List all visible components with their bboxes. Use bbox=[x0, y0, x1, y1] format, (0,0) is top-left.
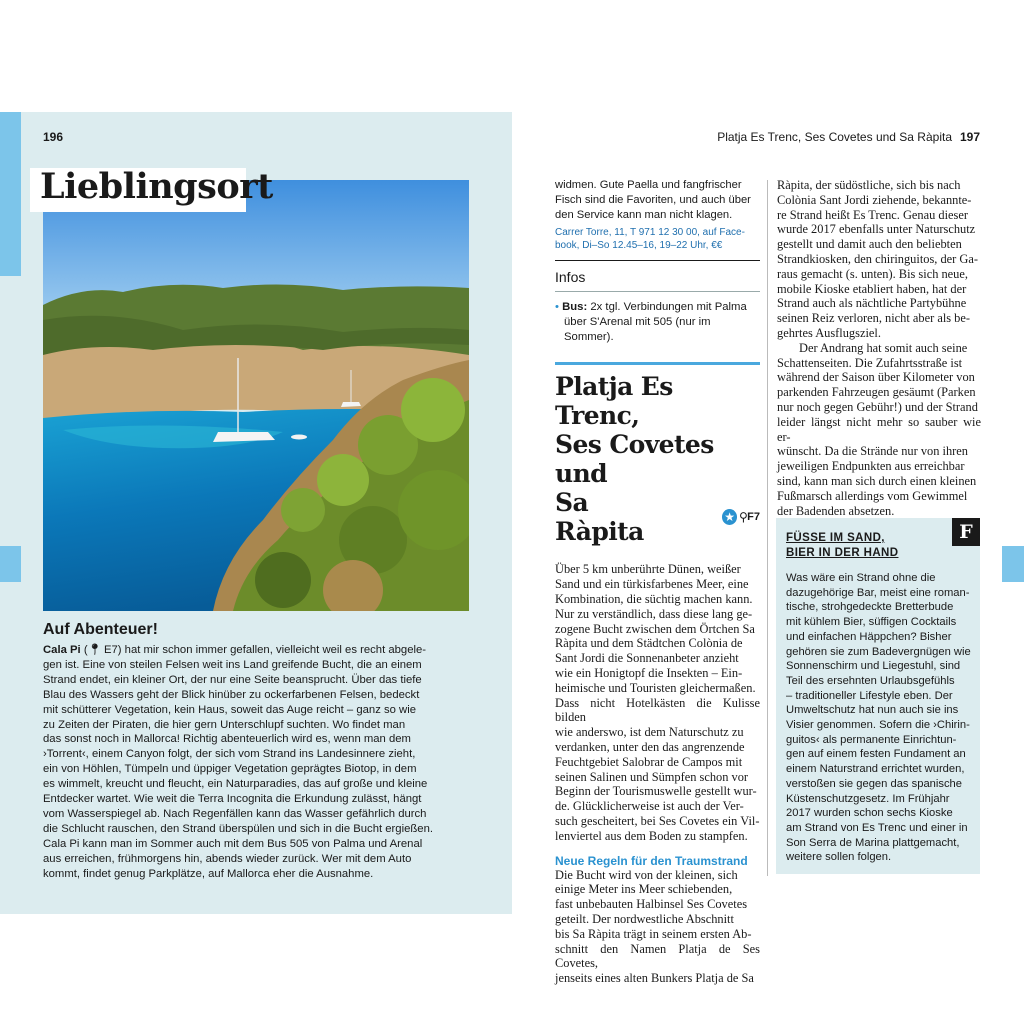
page-title: Lieblingsort bbox=[40, 166, 273, 207]
text-line: leider längst nicht mehr so sauber wie er- bbox=[777, 414, 981, 444]
text-line: wünscht. Da die Strände nur von ihren bbox=[777, 444, 968, 459]
section-title-line: Platja Es Trenc, bbox=[555, 372, 673, 431]
text-line: seinen Salinen und Sümpfen schon vor bbox=[555, 769, 749, 784]
text-line: gehrtes Ausflugsziel. bbox=[777, 325, 881, 340]
text-line: Küstenschutzgesetz. Im Frühjahr bbox=[786, 792, 950, 805]
body-line: ›Torrent‹, einem Canyon folgt, der sich vom Strand ins Landesinnere zieht, bbox=[43, 748, 416, 761]
column-divider bbox=[767, 180, 768, 876]
text-line: Über 5 km unberührte Dünen, weißer bbox=[555, 562, 741, 577]
text-line: parkenden Fahrzeugen gesäumt (Parken bbox=[777, 385, 976, 400]
body-line: hat mir schon immer gefallen, vielleicht weil es recht abgele- bbox=[124, 644, 427, 656]
text-line: dazugehörige Bar, meist eine roman- bbox=[786, 586, 970, 599]
text-line: de. Glücklicherweise ist auch der Ver- bbox=[555, 799, 744, 814]
text-line: Die Bucht wird von der kleinen, sich bbox=[555, 867, 738, 882]
body-line: zu Zeiten der Piraten, die hier gern Unterschlupf suchten. Wo findet man bbox=[43, 718, 406, 731]
text-line: Ràpita, der südöstliche, sich bis nach bbox=[777, 178, 961, 192]
text-line: Nur zu verständlich, dass diese lang ge- bbox=[555, 606, 753, 621]
photo-cala-pi bbox=[43, 180, 469, 611]
text-line: mobile Kioske etabliert haben, hat der bbox=[777, 281, 967, 296]
body-line: ein von Höhlen, Tümpeln und üppiger Vegetation geprägtes Biotop, in dem bbox=[43, 763, 417, 776]
text-line: Ràpita und dem Städtchen Colònia de bbox=[555, 636, 743, 651]
text-line: Der Andrang hat somit auch seine bbox=[799, 340, 968, 355]
text-line: zogene Bucht zwischen dem Örtchen Sa bbox=[555, 621, 755, 636]
section-title-line-last bbox=[555, 488, 760, 546]
col1-body-2 bbox=[555, 868, 760, 986]
left-body bbox=[43, 643, 463, 882]
text-line: den Service kann man nicht klagen. bbox=[555, 208, 733, 221]
body-line: vom Wasserspiegel ab. Nach Regenfällen kann das Wasser gefährlich durch bbox=[43, 807, 427, 820]
lead-grid: E7 bbox=[103, 644, 118, 656]
box-title-line: BIER IN DER HAND bbox=[786, 547, 899, 559]
map-pin-icon: ⚲ bbox=[738, 509, 748, 524]
text-line: Fisch sind die Favoriten, und auch über bbox=[555, 193, 751, 206]
text-line: re Strand heißt Es Trenc. Genau dieser bbox=[777, 207, 968, 222]
star-icon: ★ bbox=[722, 509, 737, 525]
text-line: jeweiligen Endpunkten aus erreichbar bbox=[777, 459, 965, 474]
text-line: Teil des ersehnten Urlaubsgefühls bbox=[786, 674, 955, 687]
page-number-left: 196 bbox=[43, 130, 64, 144]
text-line: mit kühlem Bier, süffigen Cocktails bbox=[786, 616, 957, 629]
box-text bbox=[786, 571, 974, 865]
body-line: kommt, findet genug Parkplätze, auf Mallorca eher die Ausnahme. bbox=[43, 867, 374, 880]
text-line: und einfachen Häppchen? Bisher bbox=[786, 630, 952, 643]
text-line: Strandkiosken, den chiringuitos, der Ga- bbox=[777, 251, 978, 266]
body-line: Blau des Wassers geht der Blick hinüber zu ockerfarbenen Felsen, bedeckt bbox=[43, 688, 420, 701]
text-line: wie ein Honigtopf die Insekten – Ein- bbox=[555, 666, 743, 681]
col1-top-text bbox=[555, 178, 760, 223]
text-line: Son Serra de Marina plattgemacht, bbox=[786, 836, 960, 849]
text-line: gehören sie zum Badevergnügen wie bbox=[786, 645, 971, 658]
lead-place: Cala Pi bbox=[43, 644, 81, 656]
box-badge: F bbox=[952, 518, 980, 546]
body-line: aus erreichen, frühmorgens hin, abends wieder zurück. Wer mit dem Auto bbox=[43, 852, 412, 865]
bus-label: Bus: bbox=[562, 300, 588, 313]
body-line: Strand endet, ein kleiner Ort, der nur eine Seite beansprucht. Über das tiefe bbox=[43, 673, 422, 686]
text-line: Was wäre ein Strand ohne die bbox=[786, 572, 936, 584]
text-line: Feuchtgebiet Salobrar de Campos mit bbox=[555, 754, 743, 769]
body-line: es wimmelt, kreucht und fleucht, ein Naturparadies, das auf große und kleine bbox=[43, 778, 428, 791]
text-line: tische, strohgedeckte Bretterbude bbox=[786, 601, 954, 614]
divider bbox=[555, 291, 760, 292]
body-line: gen ist. Eine von steilen Felsen weit ins Land greifende Bucht, die an einem bbox=[43, 658, 422, 671]
text-line: gen auf einem festen Fundament an bbox=[786, 748, 966, 761]
text-line bbox=[555, 300, 760, 315]
text-line: während der Saison über Kilometer von bbox=[777, 370, 975, 385]
text-line: einem Naturstrand errichtet wurden, bbox=[786, 763, 965, 776]
running-head: Platja Es Trenc, Ses Covetes und Sa Ràpita bbox=[717, 130, 952, 144]
box-title bbox=[786, 531, 974, 561]
text-line: Fußmarsch allerdings vom Gewimmel bbox=[777, 488, 968, 503]
divider bbox=[555, 260, 760, 261]
text-line: book, Di–So 12.45–16, 19–22 Uhr, €€ bbox=[555, 239, 723, 251]
text-line: Sant Jordi die Sonnenanbeter anzieht bbox=[555, 651, 739, 666]
left-body-first-line: Cala Pi (📍︎ E7) hat mir schon immer gefallen, vielleicht weil es recht abgele- bbox=[43, 644, 427, 656]
bullet-icon: • bbox=[555, 300, 559, 313]
text-line: raus gemacht (s. unten). Bis sich neue, bbox=[777, 266, 968, 281]
text-line: Dass nicht Hotelkästen die Kulisse bilden bbox=[555, 695, 760, 725]
text-line: guitos‹ als permanente Einrichtun- bbox=[786, 733, 957, 746]
box-title-line: FÜSSE IM SAND, bbox=[786, 532, 885, 544]
text-line: Schattenseiten. Die Zufahrtsstraße ist bbox=[777, 355, 963, 370]
text-line: Kombination, die süchtig machen kann. bbox=[555, 592, 753, 607]
contact-info bbox=[555, 226, 760, 252]
left-heading: Auf Abenteuer! bbox=[43, 621, 158, 638]
bus-info bbox=[555, 300, 760, 345]
subhead: Neue Regeln für den Traumstrand bbox=[555, 853, 748, 868]
text-line: nur noch gegen Gebühr!) und der Strand bbox=[777, 399, 978, 414]
page-number-right: 197 bbox=[960, 130, 981, 144]
text-line: fast unbebauten Halbinsel Ses Covetes bbox=[555, 897, 748, 912]
text-line: Carrer Torre, 11, T 971 12 30 00, auf Face- bbox=[555, 226, 745, 238]
section-grid: F7 bbox=[747, 510, 760, 523]
section-title-line: Sa Ràpita bbox=[555, 488, 644, 547]
section-title bbox=[555, 372, 760, 546]
bus-line: 2x tgl. Verbindungen mit Palma bbox=[590, 300, 747, 313]
text-line: verstoßen sie gegen das spanische bbox=[786, 777, 963, 790]
text-line: Sand und ein türkisfarbenes Meer, eine bbox=[555, 577, 749, 592]
text-line: bis Sa Ràpita trägt in seinem ersten Ab- bbox=[555, 926, 752, 941]
bus-line: über S'Arenal mit 505 (nur im Sommer). bbox=[564, 315, 711, 343]
text-line: 2017 wurden schon sechs Kioske bbox=[786, 807, 953, 820]
text-line: Umweltschutz hat nun auch sie ins bbox=[786, 704, 959, 717]
text-line: wie anderswo, ist dem Naturschutz zu bbox=[555, 725, 744, 740]
section-rule bbox=[555, 362, 760, 365]
text-line: widmen. Gute Paella und fangfrischer bbox=[555, 179, 742, 191]
map-pin-icon: 📍︎ bbox=[87, 644, 102, 656]
body-line: die Schlucht rauschen, den Strand überspülen und sich in die Bucht ergießen. bbox=[43, 822, 433, 835]
column-1 bbox=[555, 178, 760, 986]
text-line: der Badenden absetzen. bbox=[777, 503, 895, 518]
infos-label: Infos bbox=[555, 268, 586, 285]
text-line: seinen Reiz verloren, nicht aber als be- bbox=[777, 311, 971, 326]
col1-body bbox=[555, 562, 760, 843]
thumb-tab-right bbox=[1002, 546, 1024, 582]
text-line: weitere sollen folgen. bbox=[786, 851, 892, 864]
text-line: am Strand von Es Trenc und einer in bbox=[786, 821, 968, 834]
column-2 bbox=[777, 178, 981, 518]
text-line: geteilt. Der nordwestliche Abschnitt bbox=[555, 911, 734, 926]
text-line: Beginn der Tourismuswelle gestellt wur- bbox=[555, 784, 757, 799]
text-line: Sonnenschirm und Liegestuhl, sind bbox=[786, 660, 961, 673]
body-line: Cala Pi kann man im Sommer auch mit dem Bus 505 von Palma und Arenal bbox=[43, 837, 423, 850]
text-line: gestellt und damit auch den beliebten bbox=[777, 237, 962, 252]
text-line: heimische und Touristen gleichermaßen. bbox=[555, 680, 756, 695]
text-line: Visier genommen. Sofern die ›Chirin- bbox=[786, 719, 970, 732]
body-line: das sonst noch in Mallorca! Richtig abenteuerlich wird es, wenn man dem bbox=[43, 733, 411, 746]
text-line: Strand auch als nächtliche Partybühne bbox=[777, 296, 967, 311]
section-title-line: Ses Covetes und bbox=[555, 430, 714, 489]
text-line: verdanken, unter den das angrenzende bbox=[555, 740, 745, 754]
text-line: wurde 2017 ebenfalls unter Naturschutz bbox=[777, 222, 976, 237]
text-line: schnitt den Namen Platja de Ses Covetes, bbox=[555, 941, 760, 971]
body-line: mit schütterer Vegetation, kein Haus, soweit das Auge reicht – ganz so wie bbox=[43, 703, 417, 716]
thumb-tab-left-bottom bbox=[0, 546, 21, 582]
text-line: jenseits eines alten Bunkers Platja de Sa bbox=[555, 971, 754, 986]
text-line: sind, kann man sich durch einen kleinen bbox=[777, 473, 977, 488]
text-line: – traditioneller Lifestyle eben. Der bbox=[786, 689, 953, 702]
box-content bbox=[786, 531, 974, 865]
thumb-tab-left-top bbox=[0, 112, 21, 276]
text-line: einige Meter ins Meer schiebenden, bbox=[555, 882, 733, 897]
body-line: Entdecker wartet. Wie weit die Terra Incognita die Erkundung zulässt, hängt bbox=[43, 793, 422, 806]
text-line: such gescheitert, bei Ses Covetes ein Vil- bbox=[555, 813, 760, 828]
text-line: lenviertel aus dem Boden zu stampfen. bbox=[555, 828, 748, 843]
text-line: Colònia Sant Jordi ziehende, bekannte- bbox=[777, 192, 972, 207]
